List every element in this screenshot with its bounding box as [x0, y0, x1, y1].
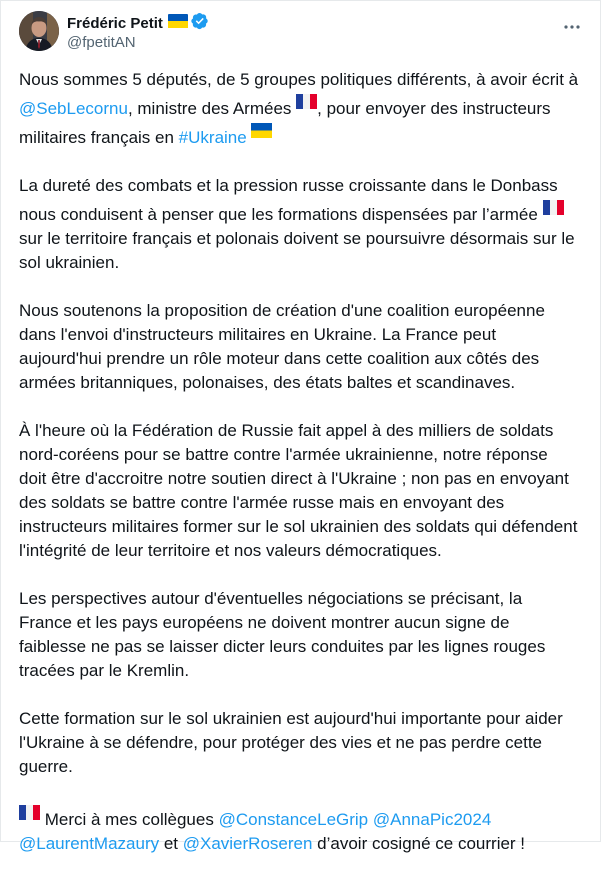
tweet-paragraph-3: Nous soutenons la proposition de création d'une coalition européenne dans l'envoi d'instructeurs militaires en Ukraine. La France peut aujourd'hui prendre un rôle moteur dans cette coalition aux côtés des armées britanniques, polonaises, des états baltes et scandinaves.: [19, 301, 545, 392]
flag-france-icon: [543, 198, 564, 222]
tweet-paragraph-5: Les perspectives autour d'éventuelles négociations se précisant, la France et les pays européens ne doivent montrer aucun signe de faiblesse ne pas se laisser dicter leurs conduites par les lignes rouges tracées par le Kremlin.: [19, 589, 546, 680]
p7-text-1: Merci à mes collègues: [40, 810, 219, 829]
flag-france-icon: [296, 92, 317, 116]
verified-badge-icon[interactable]: [191, 12, 209, 35]
tweet-paragraph-4: À l'heure où la Fédération de Russie fait appel à des milliers de soldats nord-coréens pour se battre contre l'armée ukrainienne, notre réponse doit être d'accroitre notre soutien direct à l'Ukraine ; non pas en envoyant des soldats se battre contre l'armée russe mais en envoyant des instructeurs militaires former sur le sol ukrainien des soldats qui défendent l'intégrité de leur territoire et nos valeurs démocratiques.: [19, 421, 578, 560]
p7-text-3: d’avoir cosigné ce courrier !: [312, 834, 526, 853]
tweet-header: [19, 11, 584, 61]
author-handle[interactable]: @fpetitAN: [67, 34, 136, 51]
more-options-button[interactable]: [560, 15, 584, 39]
p7-text-2: et: [159, 834, 183, 853]
display-name-row: [67, 13, 209, 33]
p1-text-1: Nous sommes 5 députés, de 5 groupes politiques différents, à avoir écrit à: [19, 70, 579, 89]
flag-ukraine-icon: [168, 14, 188, 33]
tweet-paragraph-2: [19, 174, 579, 275]
avatar-image: [19, 11, 59, 51]
mention-constanceleGrip[interactable]: @ConstanceLeGrip: [218, 810, 369, 829]
p1-text-2: , ministre des Armées: [127, 99, 297, 118]
hashtag-ukraine[interactable]: #Ukraine: [178, 128, 247, 147]
p2-text-2: sur le territoire français et polonais doivent se poursuivre désormais sur le sol ukrainien.: [19, 229, 575, 272]
tweet-paragraph-7: [19, 803, 579, 856]
author-display-name[interactable]: Frédéric Petit: [67, 14, 163, 32]
more-dots-icon: [563, 18, 581, 36]
p2-text-1: La dureté des combats et la pression russe croissante dans le Donbass nous conduisent à penser que les formations dispensées par l’armée: [19, 176, 558, 224]
mention-seblecornu[interactable]: @SebLecornu: [19, 99, 128, 118]
flag-france-icon: [19, 803, 40, 827]
author-names: [67, 13, 209, 51]
mention-xavierroseren[interactable]: @XavierRoseren: [182, 834, 313, 853]
mention-laurentmazaury[interactable]: @LaurentMazaury: [19, 834, 160, 853]
p1-text-3: , pour envoyer des instructeurs militaires français en: [19, 99, 551, 147]
tweet-paragraph-6: Cette formation sur le sol ukrainien est aujourd'hui importante pour aider l'Ukraine à se défendre, pour protéger des vies et ne pas perdre cette guerre.: [19, 709, 563, 776]
avatar[interactable]: [19, 11, 59, 51]
flag-ukraine-icon: [251, 121, 272, 145]
tweet-paragraph-1: [19, 68, 579, 150]
mention-annapic2024[interactable]: @AnnaPic2024: [372, 810, 492, 829]
tweet-text: [19, 68, 579, 880]
